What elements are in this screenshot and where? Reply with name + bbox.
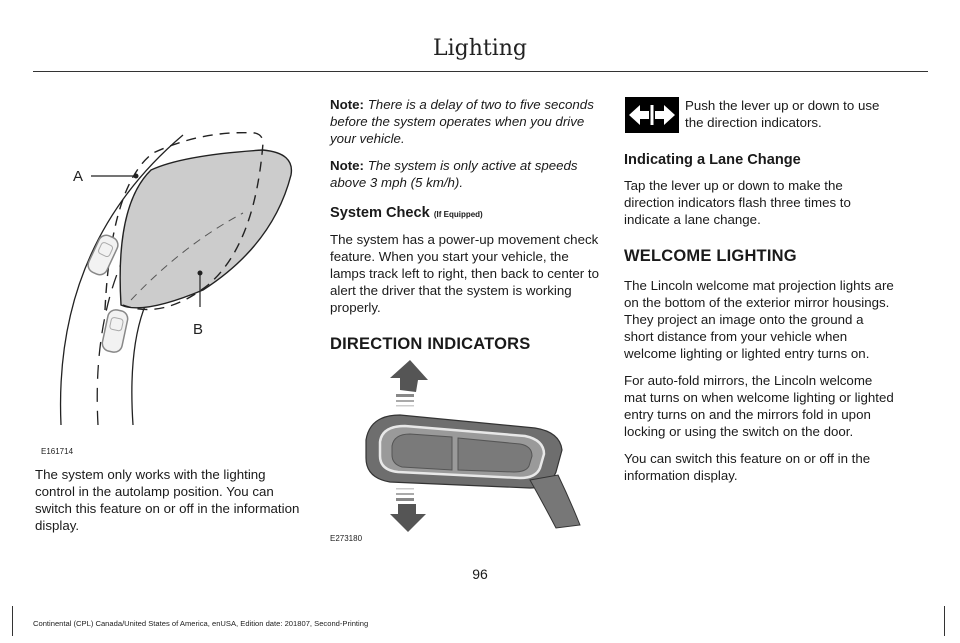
figure-code: E161714 xyxy=(41,447,74,456)
note-delay: Note: There is a delay of two to five seconds before the system operates when you drive your vehicle. xyxy=(330,97,594,146)
turn-signal-lever-figure xyxy=(330,360,602,545)
figure-code: E273180 xyxy=(330,534,363,543)
welcome-paragraph-1: The Lincoln welcome mat projection lights are on the bottom of the exterior mirror housings. They project an image onto the ground a short distance from your vehicle when welcome lighting or lighted entry turns on. xyxy=(624,278,894,361)
crop-mark xyxy=(944,606,945,636)
welcome-paragraph-3: You can switch this feature on or off in the information display. xyxy=(624,451,871,483)
note-speed: Note: The system is only active at speeds above 3 mph (5 km/h). xyxy=(330,158,578,190)
left-column xyxy=(35,466,307,544)
adaptive-headlamp-figure xyxy=(33,95,308,465)
welcome-paragraph-2: For auto-fold mirrors, the Lincoln welcome mat turns on when welcome lighting or lighted entry turns on and the mirrors fold in upon locking or using the switch on the door. xyxy=(624,373,894,439)
welcome-lighting-heading: WELCOME LIGHTING xyxy=(624,247,797,265)
page-title: Lighting xyxy=(432,36,528,61)
lane-change-heading: Indicating a Lane Change xyxy=(624,152,801,168)
system-check-heading: System Check (If Equipped) xyxy=(330,205,483,221)
arrow-up-icon xyxy=(390,360,428,407)
autolamp-paragraph: The system only works with the lighting control in the autolamp position. You can switch this feature on or off in the information display. xyxy=(35,467,300,533)
lane-change-text: Tap the lever up or down to make the direction indicators flash three times to indicate a lane change. xyxy=(624,178,851,227)
label-a: A xyxy=(73,168,84,185)
beam-pattern xyxy=(120,150,291,308)
direction-indicator-arrows-icon xyxy=(625,97,679,133)
direction-indicators-heading: DIRECTION INDICATORS xyxy=(330,335,531,353)
right-column xyxy=(624,152,896,494)
push-lever-text-block xyxy=(685,97,895,141)
header-rule xyxy=(33,71,928,72)
push-lever-text: Push the lever up or down to use the direction indicators. xyxy=(685,98,880,130)
label-b: B xyxy=(193,321,204,338)
middle-column xyxy=(330,96,602,365)
system-check-text: The system has a power-up movement check feature. When you start your vehicle, the lamps track left to right, then back to center to alert the driver that the system is working properly. xyxy=(330,232,600,315)
vehicle-icon xyxy=(101,308,129,353)
edition-footer: Continental (CPL) Canada/United States of America, enUSA, Edition date: 201807, Second-Printing xyxy=(33,619,369,628)
crop-mark xyxy=(12,606,13,636)
arrow-down-icon xyxy=(390,488,426,532)
page-number: 96 xyxy=(472,566,488,582)
